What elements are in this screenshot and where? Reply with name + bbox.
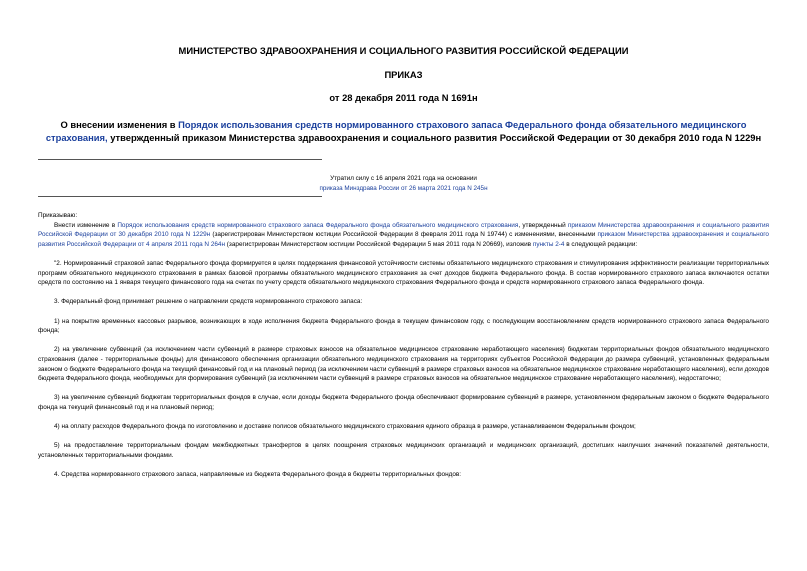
paragraph-subpoint-5: 5) на предоставление территориальным фондам межбюджетных трансфертов в целях поощрения страховых медицинских организаций и медицинских организаций, достигших наилучших значений показателей деятельности, установленных территориальными фондами.: [38, 442, 769, 459]
title-suffix: утвержденный приказом Министерства здравоохранения и социального развития Российской Федерации от 30 декабря 2010 года N 1229н: [107, 132, 762, 143]
lost-force-text: Утратил силу с 16 апреля 2021 года на основании: [330, 175, 477, 182]
separator-bottom: [38, 196, 322, 197]
amendment-link-order-264n[interactable]: приказом Министерства здравоохранения и социального развития Российской Федерации от 4 апреля 2011 года N 264н: [38, 231, 769, 248]
paragraph-point-2: "2. Нормированный страховой запас Федерального фонда формируется в целях поддержания финансовой устойчивости системы обязательного медицинского страхования и стимулирования эффективности реализации территориальных программ обязательного медицинского страхования в рамках базовой программы обязательного медицинского страхования за счет доходов бюджета Федерального фонда. В состав нормированного страхового запаса включаются остатки средств по состоянию на 1 января текущего финансового года на счетах по учету средств обязательного медицинского страхования Федерального фонда и средств нормированного страхового запаса Федерального фонда.: [38, 259, 769, 287]
amendment-text-d: (зарегистрирован Министерством юстиции Российской Федерации 5 мая 2011 года N 20669), изложив: [225, 240, 533, 248]
paragraph-point-3: 3. Федеральный фонд принимает решение о направлении средств нормированного страхового запаса:: [54, 298, 363, 306]
paragraph-subpoint-2: 2) на увеличение субвенций (за исключением части субвенций в размере страховых взносов на обязательное медицинское страхование неработающего населения) бюджетам территориальных фондов обязательного медицинского страхования (далее - территориальные фонды) для финансового обеспечения организации обязательного медицинского страхования на территориях субъектов Российской Федерации до размера субвенций, установленных федеральным законом о бюджете Федерального фонда на текущий финансовый год и на плановый период (за исключением части субвенций в размере страховых взносов на обязательное медицинское страхование неработающего населения), если доходов бюджета Федерального фонда, необходимых для формирования субвенций (за исключением части субвенций в размере страховых взносов на обязательное медицинское страхование неработающего населения), недостаточно;: [38, 346, 769, 383]
amendment-link-points[interactable]: пункты 2-4: [532, 240, 565, 248]
paragraph-subpoint-1: 1) на покрытие временных кассовых разрывов, возникающих в ходе исполнения бюджета Федерального фонда в текущем финансовом году, с последующим восстановлением средств нормированного страхового запаса Федерального фонда;: [38, 317, 769, 335]
paragraph-amendment: [38, 221, 769, 250]
intro-paragraph: Приказываю:: [38, 212, 78, 219]
lost-force-note: [0, 174, 807, 194]
title-order-link[interactable]: Порядок использования средств нормированного страхового запаса Федерального фонда обязательного медицинского страхования,: [45, 119, 747, 143]
amendment-text-c: (зарегистрирован Министерством юстиции Российской Федерации 8 февраля 2011 года N 19744) с изменениями, внесенными: [210, 231, 598, 239]
document-title: [38, 118, 769, 144]
amendment-text-b: , утвержденный: [518, 221, 568, 229]
amendment-text-e: в следующей редакции:: [564, 240, 638, 248]
paragraph-subpoint-4: 4) на оплату расходов Федерального фонда по изготовлению и доставке полисов обязательного медицинского страхования единого образца в размере, устанавливаемом Федеральным фондом;: [54, 423, 636, 431]
paragraph-point-4: 4. Средства нормированного страхового запаса, направляемые из бюджета Федерального фонда в бюджеты территориальных фондов:: [54, 471, 462, 479]
lost-force-link[interactable]: приказа Минздрава России от 26 марта 2021 года N 245н: [319, 185, 488, 192]
amendment-link-procedure[interactable]: Порядок использования средств нормированного страхового запаса Федерального фонда обязательного медицинского страхования: [117, 221, 519, 229]
title-prefix: О внесении изменения в: [60, 119, 179, 130]
separator-top: [38, 159, 322, 160]
document-body: [38, 211, 769, 480]
ministry-heading: МИНИСТЕРСТВО ЗДРАВООХРАНЕНИЯ И СОЦИАЛЬНОГО РАЗВИТИЯ РОССИЙСКОЙ ФЕДЕРАЦИИ: [178, 45, 629, 56]
amendment-text-a: Внести изменение в: [54, 221, 118, 229]
document-type-heading: ПРИКАЗ: [384, 69, 423, 80]
paragraph-subpoint-3: 3) на увеличение субвенций бюджетам территориальных фондов в случае, если доходы бюджета Федерального фонда обеспечивают формирование субвенций в размере, установленном федеральным законом о бюджете Федерального фонда на текущий финансовый год и на плановый период;: [38, 394, 769, 411]
document-date-number: от 28 декабря 2011 года N 1691н: [329, 92, 478, 103]
amendment-link-order-1229n[interactable]: приказом Министерства здравоохранения и социального развития Российской Федерации от 30 декабря 2010 года N 1229н: [38, 221, 769, 239]
